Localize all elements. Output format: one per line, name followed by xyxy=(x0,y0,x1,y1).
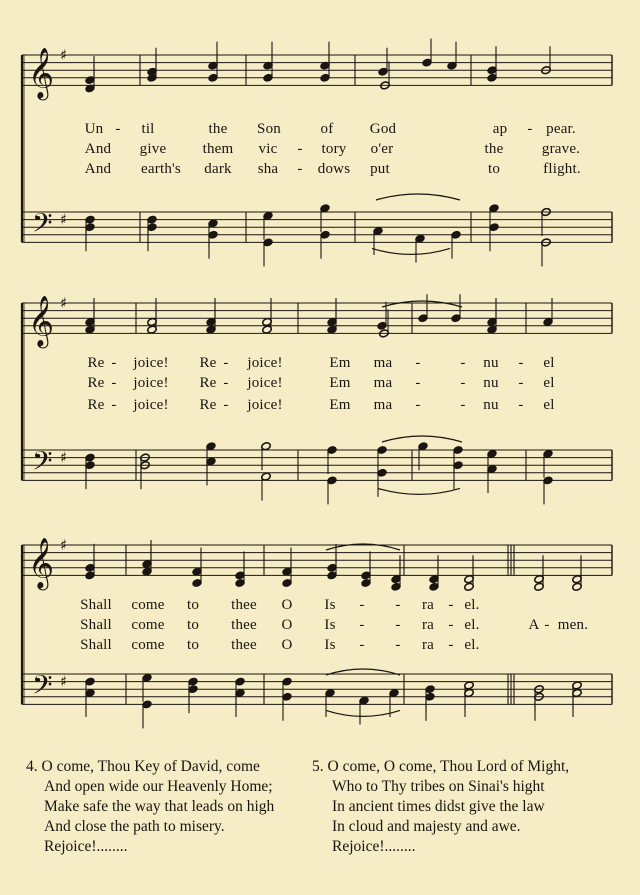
lyric-syllable: thee xyxy=(231,617,257,633)
lyric-syllable: joice! xyxy=(133,375,169,391)
lyric-syllable: to xyxy=(186,597,200,613)
lyric-syllable: dark xyxy=(204,161,232,177)
lyric-hyphen: - xyxy=(460,355,466,371)
lyric-syllable: Shall xyxy=(80,617,112,633)
lyric-hyphen: - xyxy=(111,397,117,413)
lyric-hyphen: - xyxy=(297,141,303,157)
lyric-syllable: come xyxy=(131,637,165,653)
lyric-syllable: O xyxy=(281,617,293,633)
lyric-syllable: el. xyxy=(464,617,480,633)
lyric-syllable: o'er xyxy=(370,141,394,157)
lyric-syllable: ra xyxy=(421,637,435,653)
lyric-hyphen: - xyxy=(460,375,466,391)
lyric-hyphen: - xyxy=(518,375,524,391)
verse-4 xyxy=(26,757,274,857)
lyric-syllable: ma xyxy=(373,355,393,371)
lyric-syllable: Un xyxy=(84,121,104,137)
verse-line: O come, O come, Thou Lord of Might, xyxy=(327,758,570,775)
lyric-syllable: joice! xyxy=(247,375,283,391)
lyric-hyphen: - xyxy=(448,617,454,633)
lyric-syllable: el xyxy=(543,375,555,391)
verse-line: In cloud and majesty and awe. xyxy=(332,818,521,835)
lyric-syllable: of xyxy=(320,121,334,137)
lyric-syllable: And xyxy=(84,161,112,177)
verse-line: Make safe the way that leads on high xyxy=(44,798,275,815)
verse-number: 4. xyxy=(26,758,38,775)
lyric-syllable: O xyxy=(281,637,293,653)
lyric-syllable: put xyxy=(370,161,390,177)
lyric-syllable: Shall xyxy=(80,637,112,653)
verse-line: O come, Thou Key of David, come xyxy=(41,758,260,775)
lyric-syllable: to xyxy=(186,617,200,633)
slur xyxy=(382,301,462,307)
treble-clef-icon: 𝄞 xyxy=(28,47,55,99)
lyric-hyphen: - xyxy=(223,355,229,371)
lyric-syllable: Em xyxy=(329,375,351,391)
lyric-syllable: dows xyxy=(317,161,351,177)
key-signature-sharp-icon: ♯ xyxy=(60,536,68,554)
key-signature-sharp-icon: ♯ xyxy=(60,46,68,64)
verse-line: And open wide our Heavenly Home; xyxy=(44,778,273,795)
lyric-syllable: the xyxy=(208,121,228,137)
slur xyxy=(326,710,400,716)
lyric-syllable: the xyxy=(484,141,504,157)
lyric-syllable: joice! xyxy=(133,355,169,371)
lyric-syllable: Re xyxy=(199,375,217,391)
lyric-syllable: Re xyxy=(87,355,105,371)
lyric-hyphen: - xyxy=(415,375,421,391)
lyric-syllable: Re xyxy=(199,355,217,371)
lyric-syllable: el xyxy=(543,355,555,371)
lyric-hyphen: - xyxy=(448,637,454,653)
lyric-syllable: earth's xyxy=(141,161,181,177)
lyric-hyphen: - xyxy=(544,617,550,633)
lyric-hyphen: - xyxy=(395,617,401,633)
slur xyxy=(382,436,462,442)
lyric-syllable: el xyxy=(543,397,555,413)
treble-clef-icon: 𝄞 xyxy=(28,537,55,589)
lyric-syllable: ma xyxy=(373,397,393,413)
lyric-hyphen: - xyxy=(111,375,117,391)
verse-5 xyxy=(312,757,569,857)
treble-clef-icon: 𝄞 xyxy=(28,295,55,347)
lyric-syllable: Is xyxy=(324,597,336,613)
lyric-hyphen: - xyxy=(395,597,401,613)
bass-clef-icon: 𝄢 xyxy=(32,669,53,708)
lyric-syllable: And xyxy=(84,141,112,157)
lyric-syllable: men. xyxy=(557,617,589,633)
bass-clef-icon: 𝄢 xyxy=(32,207,53,246)
lyric-hyphen: - xyxy=(395,637,401,653)
lyric-syllable: el. xyxy=(464,637,480,653)
lyric-hyphen: - xyxy=(359,597,365,613)
lyric-syllable: Is xyxy=(324,637,336,653)
lyric-hyphen: - xyxy=(448,597,454,613)
lyric-hyphen: - xyxy=(415,355,421,371)
lyric-syllable: ra xyxy=(421,617,435,633)
lyric-syllable: nu xyxy=(483,355,499,371)
lyric-hyphen: - xyxy=(223,375,229,391)
key-signature-sharp-icon: ♯ xyxy=(60,210,68,229)
lyric-syllable: Shall xyxy=(80,597,112,613)
lyric-syllable: O xyxy=(281,597,293,613)
bass-clef-icon: 𝄢 xyxy=(32,445,53,484)
lyric-syllable: to xyxy=(487,161,501,177)
key-signature-sharp-icon: ♯ xyxy=(60,672,68,691)
lyric-syllable: Is xyxy=(324,617,336,633)
verse-line: In ancient times didst give the law xyxy=(332,798,545,815)
lyric-syllable: Re xyxy=(199,397,217,413)
verse-line: Who to Thy tribes on Sinai's hight xyxy=(332,778,545,795)
lyric-syllable: come xyxy=(131,597,165,613)
lyric-hyphen: - xyxy=(359,617,365,633)
key-signature-sharp-icon: ♯ xyxy=(60,448,68,467)
lyric-hyphen: - xyxy=(415,397,421,413)
verse-line: And close the path to misery. xyxy=(44,818,225,835)
lyric-syllable: give xyxy=(139,141,167,157)
lyric-syllable: Re xyxy=(87,397,105,413)
lyric-syllable: el. xyxy=(464,597,480,613)
lyric-syllable: til xyxy=(141,121,155,137)
lyric-syllable: them xyxy=(202,141,234,157)
lyric-syllable: ma xyxy=(373,375,393,391)
lyric-hyphen: - xyxy=(359,637,365,653)
verse-line: Rejoice!........ xyxy=(332,838,416,855)
lyric-hyphen: - xyxy=(460,397,466,413)
lyric-syllable: pear. xyxy=(546,121,576,137)
slur xyxy=(376,194,460,200)
lyric-syllable: Re xyxy=(87,375,105,391)
lyric-syllable: ra xyxy=(421,597,435,613)
lyric-hyphen: - xyxy=(527,121,533,137)
lyric-syllable: ap xyxy=(492,121,508,137)
lyric-syllable: grave. xyxy=(541,141,581,157)
lyric-syllable: Em xyxy=(329,397,351,413)
lyric-syllable: come xyxy=(131,617,165,633)
verse-line: Rejoice!........ xyxy=(44,838,128,855)
slur xyxy=(378,488,460,494)
lyric-syllable: tory xyxy=(321,141,347,157)
slur xyxy=(372,248,450,254)
lyric-syllable: thee xyxy=(231,637,257,653)
lyric-hyphen: - xyxy=(518,355,524,371)
lyric-syllable: Son xyxy=(257,121,281,137)
lyric-syllable: joice! xyxy=(247,355,283,371)
lyric-syllable: flight. xyxy=(543,161,581,177)
key-signature-sharp-icon: ♯ xyxy=(60,294,68,312)
lyric-syllable: nu xyxy=(483,375,499,391)
lyric-syllable: sha xyxy=(257,161,279,177)
lyric-syllable: joice! xyxy=(247,397,283,413)
lyric-hyphen: - xyxy=(115,121,121,137)
lyric-syllable: vic xyxy=(258,141,278,157)
lyric-syllable: A xyxy=(528,617,540,633)
lyric-syllable: Em xyxy=(329,355,351,371)
lyric-hyphen: - xyxy=(223,397,229,413)
lyric-hyphen: - xyxy=(518,397,524,413)
lyric-syllable: thee xyxy=(231,597,257,613)
lyric-syllable: joice! xyxy=(133,397,169,413)
verse-number: 5. xyxy=(312,758,324,775)
lyric-hyphen: - xyxy=(111,355,117,371)
lyric-syllable: nu xyxy=(483,397,499,413)
lyric-syllable: God xyxy=(369,121,397,137)
lyric-syllable: to xyxy=(186,637,200,653)
lyric-hyphen: - xyxy=(297,161,303,177)
